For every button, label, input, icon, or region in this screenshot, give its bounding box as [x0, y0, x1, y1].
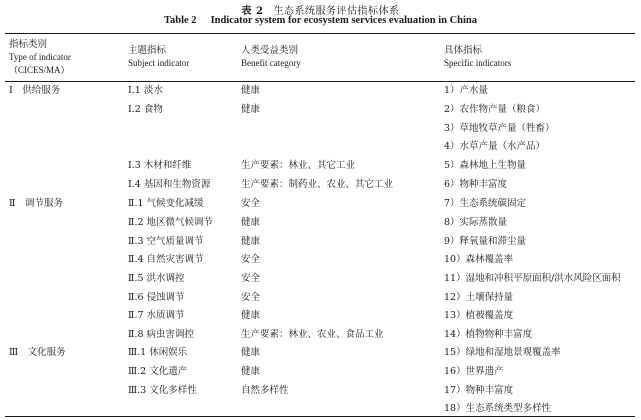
specific-cell: 8）实际蒸散量: [444, 217, 508, 228]
header-specific: [444, 44, 511, 70]
specific-cell: 9）释氧量和滞尘量: [444, 236, 527, 247]
type-cell: Ⅱ 调节服务: [9, 198, 63, 209]
header-type: [9, 38, 71, 77]
table-top-rule: [5, 33, 635, 34]
table-header-rule: [5, 81, 635, 82]
table-bottom-rule: [5, 416, 635, 417]
subject-cell: Ⅱ.2 地区微气候调节: [128, 217, 214, 228]
specific-cell: 18）生态系统类型多样性: [444, 403, 552, 414]
header-subject-en: Subject indicator: [128, 58, 190, 68]
benefit-cell: 健康: [241, 366, 261, 377]
subject-cell: Ⅱ.3 空气质量调节: [128, 236, 204, 247]
specific-cell: 17）物种丰富度: [444, 385, 514, 396]
type-cell: Ⅲ 文化服务: [9, 347, 66, 358]
header-benefit-cn: 人类受益类别: [241, 45, 299, 56]
specific-cell: 11）湿地和冲积平原面积/洪水风险区面积: [444, 273, 621, 284]
header-specific-en: Specific indicators: [444, 58, 512, 68]
specific-cell: 13）植被覆盖度: [444, 310, 514, 321]
benefit-cell: 健康: [241, 236, 261, 247]
table-number-en: Table 2: [163, 15, 197, 26]
specific-cell: 3）草地牧草产量（牲畜）: [444, 123, 555, 134]
benefit-cell: 生产要素：林业、其它工业: [241, 160, 356, 171]
table-title-cn: 生态系统服务评估指标体系: [273, 6, 400, 17]
benefit-cell: 自然多样性: [241, 385, 289, 396]
subject-cell: Ⅱ.1 气候变化减缓: [128, 198, 204, 209]
subject-cell: Ⅲ.3 文化多样性: [128, 385, 197, 396]
benefit-cell: 健康: [241, 347, 261, 358]
benefit-cell: 健康: [241, 104, 261, 115]
subject-cell: Ⅱ.4 自然灾害调节: [128, 254, 204, 265]
specific-cell: 10）森林覆盖率: [444, 254, 514, 265]
benefit-cell: 安全: [241, 292, 261, 303]
specific-cell: 4）水草产量（水产品）: [444, 141, 546, 152]
benefit-cell: 健康: [241, 217, 261, 228]
specific-cell: 12）土壤保持量: [444, 292, 514, 303]
specific-cell: 5）森林地上生物量: [444, 160, 527, 171]
benefit-cell: 安全: [241, 273, 261, 284]
specific-cell: 7）生态系统碳固定: [444, 198, 527, 209]
specific-cell: 16）世界遗产: [444, 366, 504, 377]
header-benefit: [241, 44, 301, 70]
header-type-cn: 指标类别: [9, 39, 48, 50]
subject-cell: Ⅰ.2 食物: [128, 104, 163, 115]
benefit-cell: 健康: [241, 85, 261, 96]
table-number-cn: 表 2: [241, 6, 264, 17]
header-subject-cn: 主题指标: [128, 45, 167, 56]
subject-cell: Ⅱ.6 侵蚀调节: [128, 292, 185, 303]
subject-cell: Ⅲ.2 文化遗产: [128, 366, 188, 377]
subject-cell: Ⅰ.4 基因和生物资源: [128, 179, 211, 190]
specific-cell: 14）植物物种丰富度: [444, 329, 533, 340]
subject-cell: Ⅰ.1 淡水: [128, 85, 163, 96]
benefit-cell: 健康: [241, 310, 261, 321]
subject-cell: Ⅲ.1 休闲娱乐: [128, 347, 188, 358]
subject-cell: Ⅰ.3 木材和纤维: [128, 160, 192, 171]
table-title-en: Indicator system for ecosystem services evaluation in China: [210, 15, 478, 26]
subject-cell: Ⅱ.5 洪水调控: [128, 273, 185, 284]
header-subject: [128, 44, 189, 70]
benefit-cell: 生产要素：林业、农业、食品工业: [241, 329, 384, 340]
table-caption-en: [0, 15, 641, 26]
specific-cell: 1）产水量: [444, 85, 489, 96]
specific-cell: 15）绿地和湿地景观覆盖率: [444, 347, 561, 358]
subject-cell: Ⅱ.8 病虫害调控: [128, 329, 195, 340]
benefit-cell: 安全: [241, 198, 261, 209]
header-type-code: （CICES/MA）: [9, 65, 70, 75]
subject-cell: Ⅱ.7 水质调节: [128, 310, 185, 321]
specific-cell: 2）农作物产量（粮食）: [444, 104, 546, 115]
benefit-cell: 安全: [241, 254, 261, 265]
type-cell: Ⅰ 供给服务: [9, 85, 61, 96]
header-type-en: Type of indicator: [9, 52, 71, 62]
specific-cell: 6）物种丰富度: [444, 179, 508, 190]
benefit-cell: 生产要素：制药业、农业、其它工业: [241, 179, 394, 190]
header-specific-cn: 具体指标: [444, 45, 483, 56]
header-benefit-en: Benefit category: [241, 58, 301, 68]
